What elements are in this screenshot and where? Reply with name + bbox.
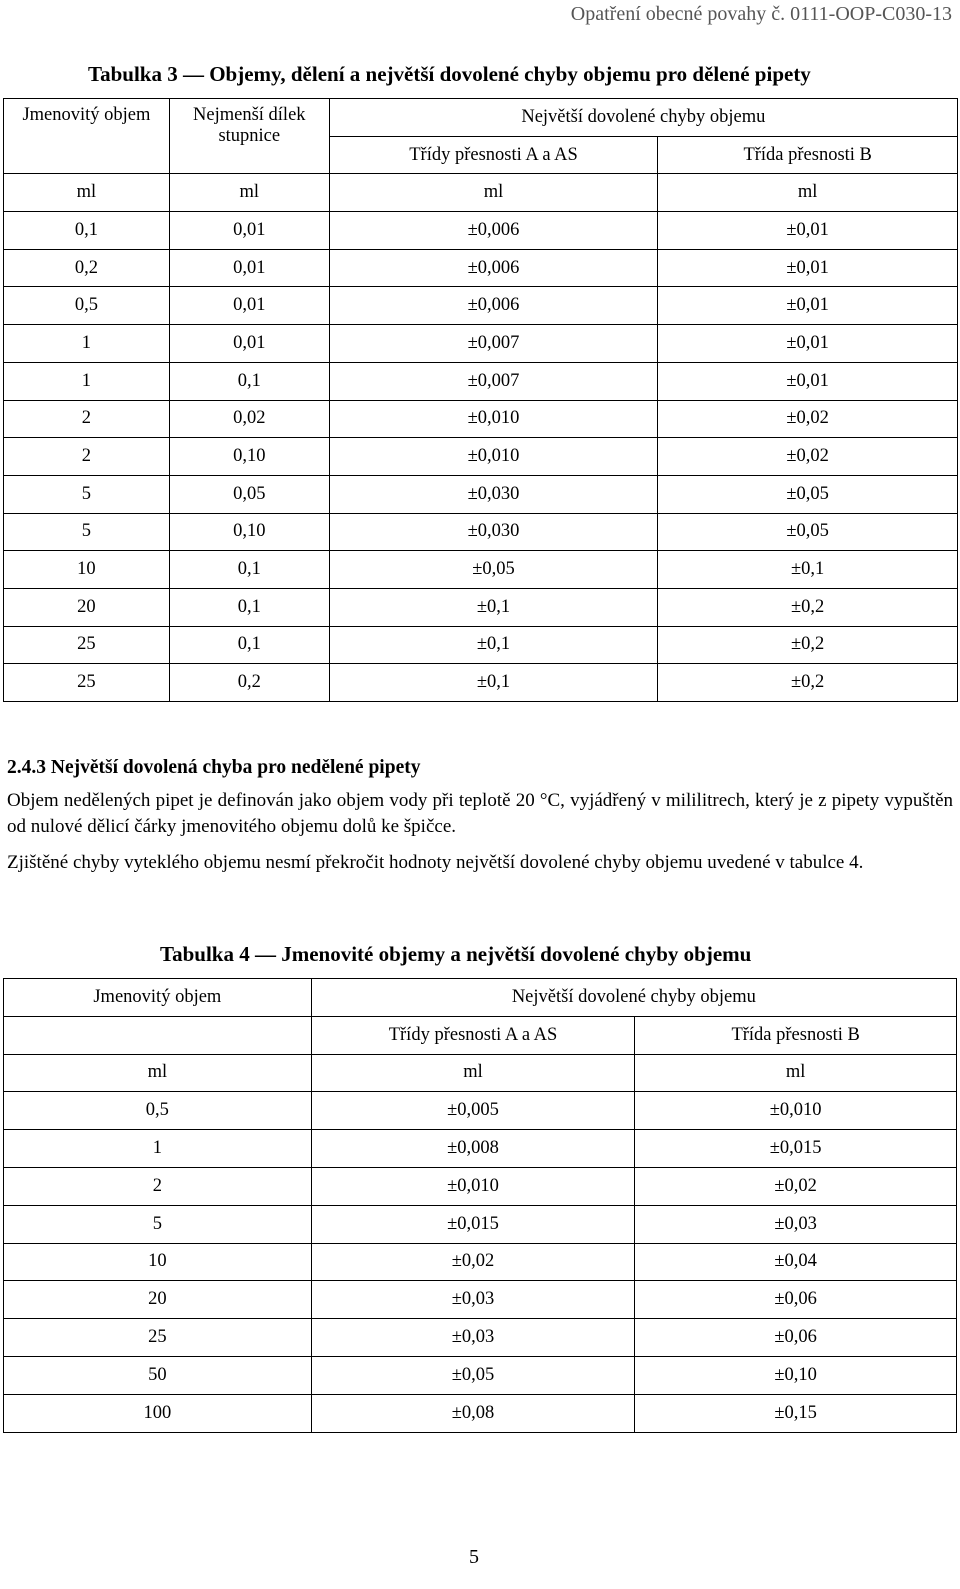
table3-header-class-b: Třída přesnosti B xyxy=(658,136,958,174)
table-cell: ±0,02 xyxy=(658,438,958,476)
table-cell: ±0,2 xyxy=(658,664,958,702)
table-cell: ±0,015 xyxy=(635,1130,957,1168)
unit-cell: ml xyxy=(169,174,329,212)
table-row xyxy=(4,588,958,626)
table-cell: 0,1 xyxy=(169,588,329,626)
table-cell: 25 xyxy=(4,1319,312,1357)
table-cell: ±0,015 xyxy=(311,1205,635,1243)
table-cell: 5 xyxy=(4,513,170,551)
table-cell: 0,1 xyxy=(4,212,170,250)
table-cell: ±0,04 xyxy=(635,1243,957,1281)
table-cell: 2 xyxy=(4,400,170,438)
table-cell: 0,01 xyxy=(169,287,329,325)
table3-title: Tabulka 3 — Objemy, dělení a největší dovolené chyby objemu pro dělené pipety xyxy=(88,62,811,86)
unit-cell: ml xyxy=(4,1054,312,1092)
table4-units-row xyxy=(4,1054,957,1092)
unit-cell: ml xyxy=(4,174,170,212)
table3-header-division: Nejmenší dílek stupnice xyxy=(169,99,329,174)
table-cell: 10 xyxy=(4,1243,312,1281)
unit-cell: ml xyxy=(329,174,658,212)
table-row xyxy=(4,1281,957,1319)
table-cell: ±0,006 xyxy=(329,249,658,287)
table3 xyxy=(3,98,958,702)
table-row xyxy=(4,212,958,250)
table-cell: ±0,010 xyxy=(635,1092,957,1130)
table-row xyxy=(4,475,958,513)
table-cell: ±0,2 xyxy=(658,588,958,626)
table-cell: 0,1 xyxy=(169,362,329,400)
table-cell: ±0,02 xyxy=(658,400,958,438)
table-row xyxy=(4,287,958,325)
table-cell: 0,10 xyxy=(169,513,329,551)
table-cell: 1 xyxy=(4,1130,312,1168)
table-row xyxy=(4,249,958,287)
table-cell: ±0,006 xyxy=(329,212,658,250)
table-cell: 0,10 xyxy=(169,438,329,476)
table-cell: 0,5 xyxy=(4,287,170,325)
table-cell: ±0,007 xyxy=(329,325,658,363)
table-cell: 0,1 xyxy=(169,551,329,589)
table-row xyxy=(4,1167,957,1205)
table-cell: ±0,010 xyxy=(329,400,658,438)
table-cell: ±0,030 xyxy=(329,475,658,513)
paragraph: Objem nedělených pipet je definován jako objem vody při teplotě 20 °C, vyjádřený v mililitrech, který je z pipety vypuštěn od nulové dělicí čárky jmenovitého objemu dolů ke špičce. xyxy=(7,790,953,837)
table-cell: 5 xyxy=(4,1205,312,1243)
table-cell: 0,01 xyxy=(169,249,329,287)
table-cell: 20 xyxy=(4,588,170,626)
table-cell: ±0,01 xyxy=(658,249,958,287)
unit-cell: ml xyxy=(635,1054,957,1092)
table-cell: ±0,1 xyxy=(329,664,658,702)
table-cell: ±0,01 xyxy=(658,362,958,400)
table-cell: 0,2 xyxy=(169,664,329,702)
table-row xyxy=(4,1092,957,1130)
table-cell: ±0,010 xyxy=(311,1167,635,1205)
table4-header-nominal: Jmenovitý objem xyxy=(4,979,312,1017)
table-row xyxy=(4,1319,957,1357)
table-row xyxy=(4,551,958,589)
table-row xyxy=(4,362,958,400)
table-cell: 50 xyxy=(4,1356,312,1394)
table-cell: 2 xyxy=(4,1167,312,1205)
table-cell: ±0,006 xyxy=(329,287,658,325)
table-cell: ±0,1 xyxy=(658,551,958,589)
table-cell: ±0,01 xyxy=(658,212,958,250)
table-cell: ±0,02 xyxy=(311,1243,635,1281)
table-cell: ±0,030 xyxy=(329,513,658,551)
table-row xyxy=(4,626,958,664)
table-cell: 0,01 xyxy=(169,212,329,250)
table-cell: 2 xyxy=(4,438,170,476)
table-cell: ±0,05 xyxy=(329,551,658,589)
table-cell: 10 xyxy=(4,551,170,589)
table-row xyxy=(4,325,958,363)
table-cell: 0,01 xyxy=(169,325,329,363)
table3-header-class-a: Třídy přesnosti A a AS xyxy=(329,136,658,174)
table4-header-max-error: Největší dovolené chyby objemu xyxy=(311,979,956,1017)
table-cell: ±0,15 xyxy=(635,1394,957,1432)
table-cell: ±0,2 xyxy=(658,626,958,664)
unit-cell: ml xyxy=(658,174,958,212)
document-reference: Opatření obecné povahy č. 0111-OOP-C030-13 xyxy=(570,3,952,25)
table-cell: 1 xyxy=(4,362,170,400)
table-cell: ±0,06 xyxy=(635,1319,957,1357)
table-cell: 100 xyxy=(4,1394,312,1432)
page-number: 5 xyxy=(469,1546,479,1568)
table-row xyxy=(4,438,958,476)
table-cell: 0,5 xyxy=(4,1092,312,1130)
table-cell: ±0,007 xyxy=(329,362,658,400)
table3-header-max-error: Největší dovolené chyby objemu xyxy=(329,99,957,137)
table-row xyxy=(4,1356,957,1394)
table-cell: ±0,03 xyxy=(311,1281,635,1319)
table-cell: 0,05 xyxy=(169,475,329,513)
table-cell: ±0,05 xyxy=(311,1356,635,1394)
table-cell: ±0,05 xyxy=(658,475,958,513)
table-row xyxy=(4,513,958,551)
table-cell: 25 xyxy=(4,626,170,664)
table-cell: 1 xyxy=(4,325,170,363)
table-cell: ±0,010 xyxy=(329,438,658,476)
table4 xyxy=(3,978,957,1433)
table4-header-class-b: Třída přesnosti B xyxy=(635,1016,957,1054)
table-cell: ±0,03 xyxy=(635,1205,957,1243)
table-row xyxy=(4,1130,957,1168)
table-cell: ±0,1 xyxy=(329,588,658,626)
table-cell: ±0,03 xyxy=(311,1319,635,1357)
table-cell: 25 xyxy=(4,664,170,702)
table3-units-row xyxy=(4,174,958,212)
table-cell: ±0,005 xyxy=(311,1092,635,1130)
table4-header-class-a: Třídy přesnosti A a AS xyxy=(311,1016,635,1054)
table3-header-nominal: Jmenovitý objem xyxy=(4,99,170,174)
table-cell: 0,1 xyxy=(169,626,329,664)
table-cell: ±0,01 xyxy=(658,325,958,363)
section-heading: 2.4.3 Největší dovolená chyba pro nedělené pipety xyxy=(7,757,421,778)
table-row xyxy=(4,1394,957,1432)
table-cell: 5 xyxy=(4,475,170,513)
table-cell: ±0,1 xyxy=(329,626,658,664)
table4-title: Tabulka 4 — Jmenovité objemy a největší dovolené chyby objemu xyxy=(160,942,752,966)
table-cell: ±0,08 xyxy=(311,1394,635,1432)
table-cell: ±0,008 xyxy=(311,1130,635,1168)
unit-cell: ml xyxy=(311,1054,635,1092)
table-cell: 0,2 xyxy=(4,249,170,287)
table-cell: 0,02 xyxy=(169,400,329,438)
paragraph: Zjištěné chyby vyteklého objemu nesmí překročit hodnoty největší dovolené chyby objemu uvedené v tabulce 4. xyxy=(7,852,864,873)
table-row xyxy=(4,1205,957,1243)
table-row xyxy=(4,400,958,438)
table-cell: ±0,02 xyxy=(635,1167,957,1205)
table-row xyxy=(4,664,958,702)
table-cell: ±0,06 xyxy=(635,1281,957,1319)
table-cell: ±0,05 xyxy=(658,513,958,551)
table-cell: 20 xyxy=(4,1281,312,1319)
table-row xyxy=(4,1243,957,1281)
table-cell: ±0,01 xyxy=(658,287,958,325)
table-cell: ±0,10 xyxy=(635,1356,957,1394)
